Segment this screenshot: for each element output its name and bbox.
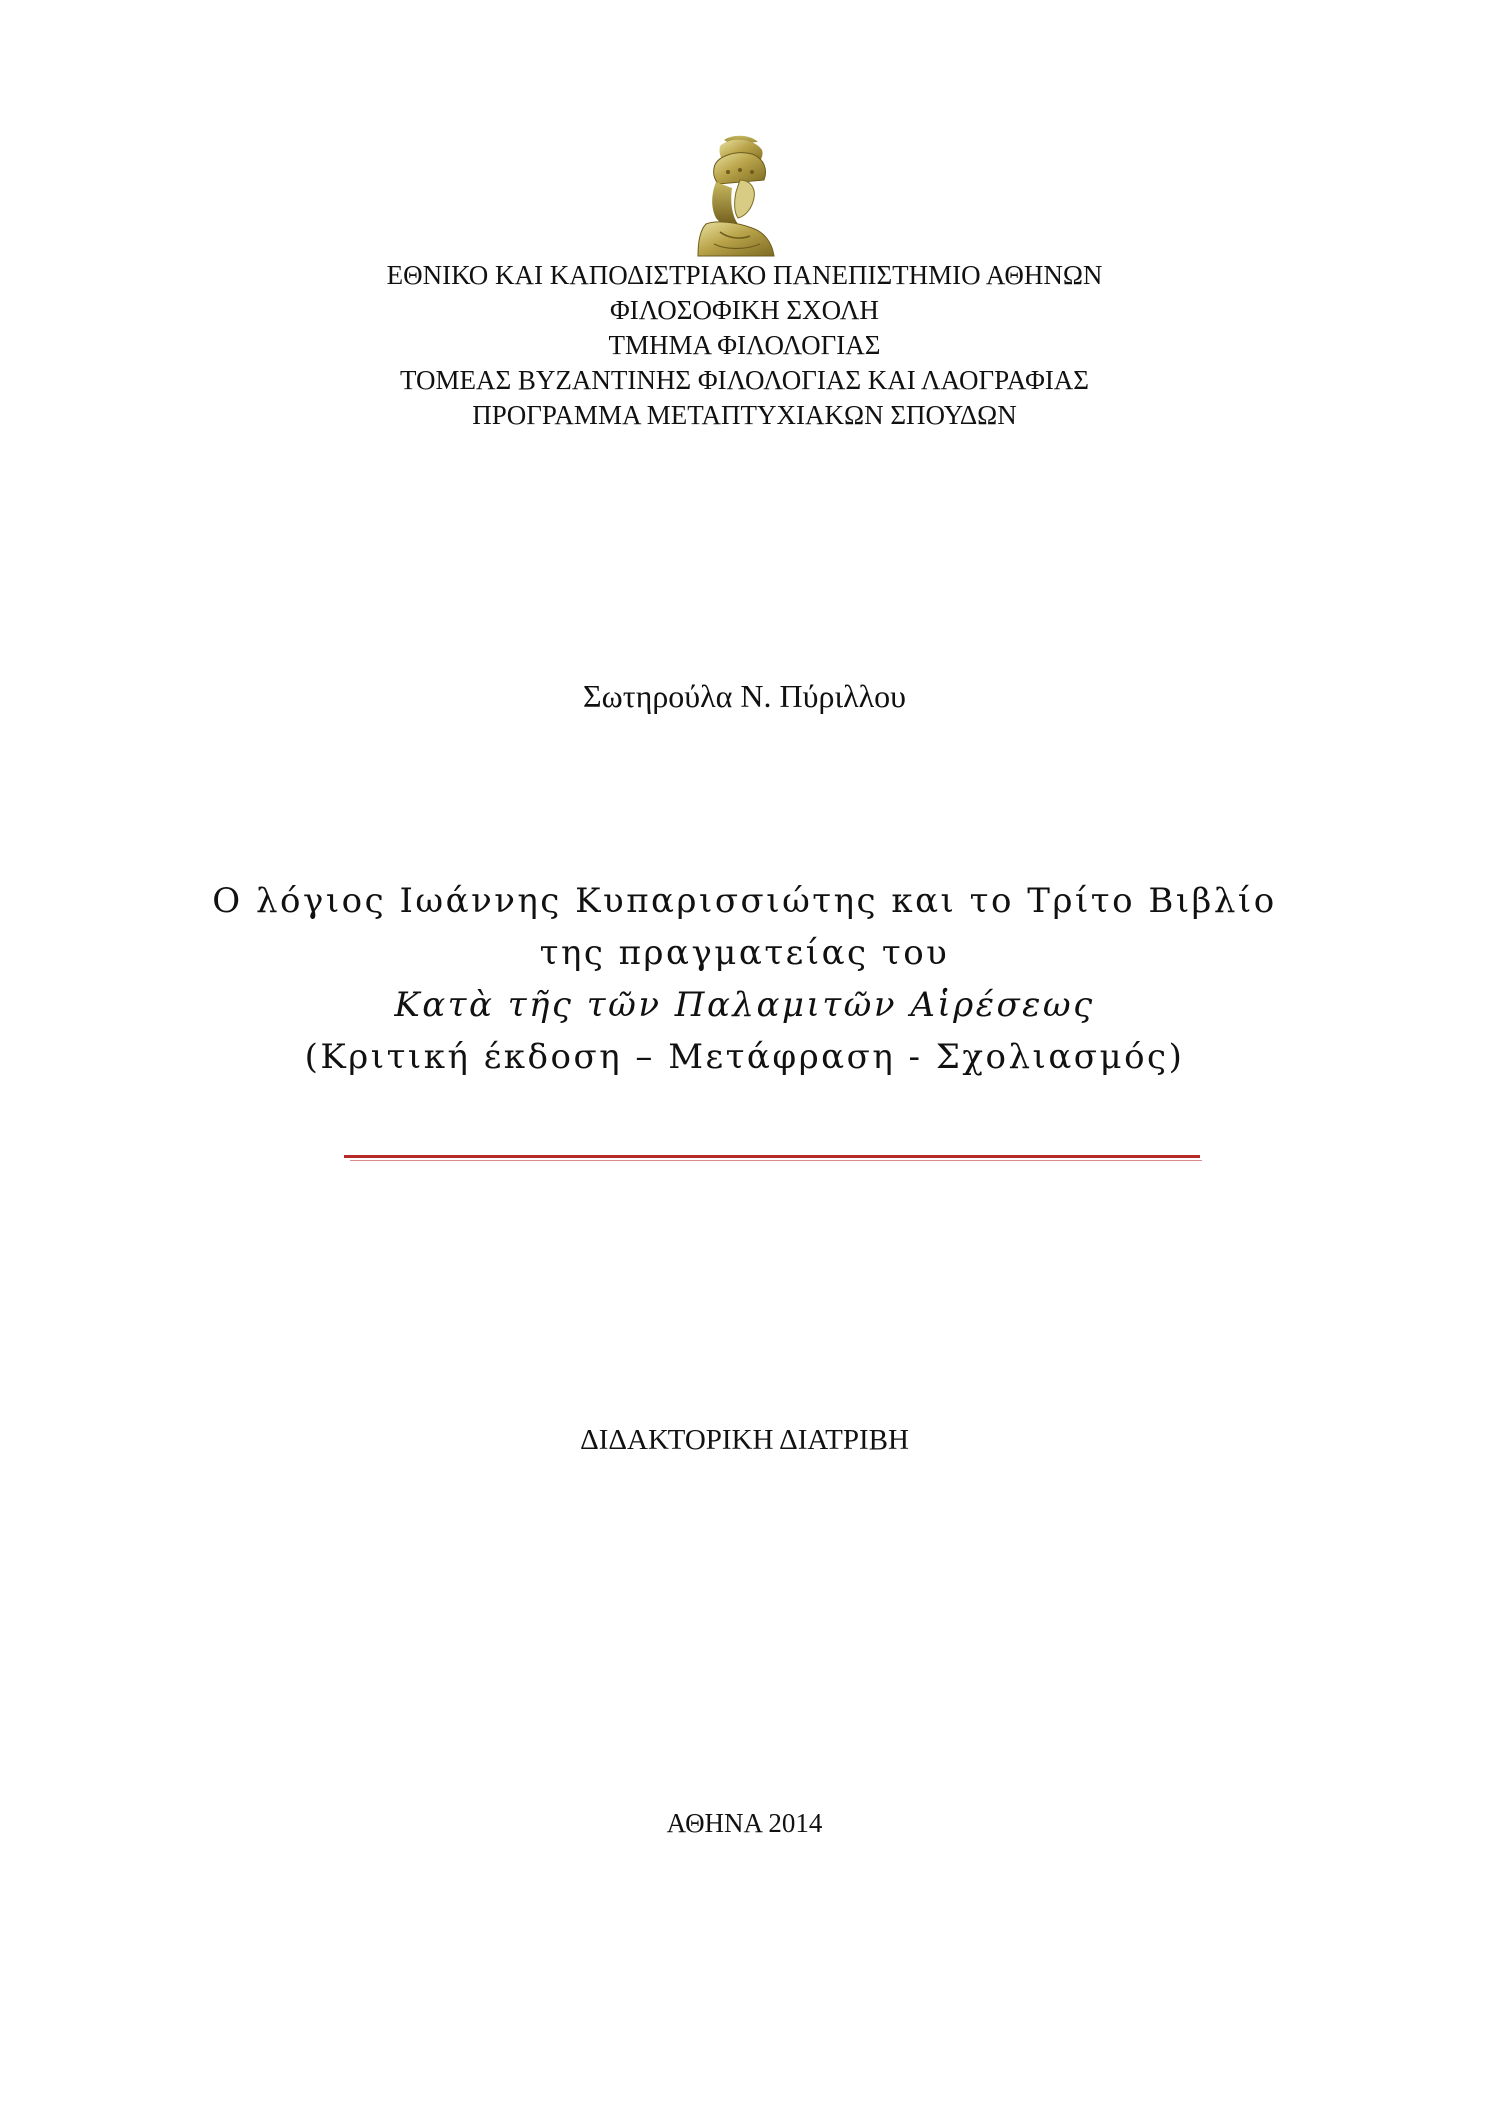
section-name: ΤΟΜΕΑΣ ΒΥΖΑΝΤΙΝΗΣ ΦΙΛΟΛΟΓΙΑΣ ΚΑΙ ΛΑΟΓΡΑΦΙΑΣ xyxy=(399,365,1090,395)
author-name: Σωτηρούλα Ν. Πύριλλου xyxy=(583,678,906,714)
title-divider xyxy=(344,1155,1200,1158)
title-line-1: Ο λόγιος Ιωάννης Κυπαρισσιώτης και το Τρίτο Βιβλίο xyxy=(212,881,1277,921)
title-line-4: (Κριτική έκδοση – Μετάφραση - Σχολιασμός) xyxy=(304,1037,1185,1077)
title-line-2: της πραγματείας του xyxy=(539,933,950,973)
title-divider-shadow xyxy=(350,1160,1202,1161)
department-name: ΤΜΗΜΑ ΦΙΛΟΛΟΓΙΑΣ xyxy=(608,330,881,360)
institution-block xyxy=(0,258,1489,433)
place-and-year: ΑΘΗΝΑ 2014 xyxy=(666,1808,823,1838)
university-name: ΕΘΝΙΚΟ ΚΑΙ ΚΑΠΟΔΙΣΤΡΙΑΚΟ ΠΑΝΕΠΙΣΤΗΜΙΟ ΑΘΗΝΩΝ xyxy=(386,260,1103,290)
thesis-title xyxy=(0,875,1489,1083)
athena-head-emblem-icon xyxy=(680,132,792,262)
title-line-3: Κατὰ τῆς τῶν Παλαμιτῶν Αἱρέσεως xyxy=(394,985,1095,1025)
school-name: ΦΙΛΟΣΟΦΙΚΗ ΣΧΟΛΗ xyxy=(610,295,879,325)
program-name: ΠΡΟΓΡΑΜΜΑ ΜΕΤΑΠΤΥΧΙΑΚΩΝ ΣΠΟΥΔΩΝ xyxy=(472,400,1017,430)
degree-type: ΔΙΔΑΚΤΟΡΙΚΗ ΔΙΑΤΡΙΒΗ xyxy=(580,1424,909,1456)
